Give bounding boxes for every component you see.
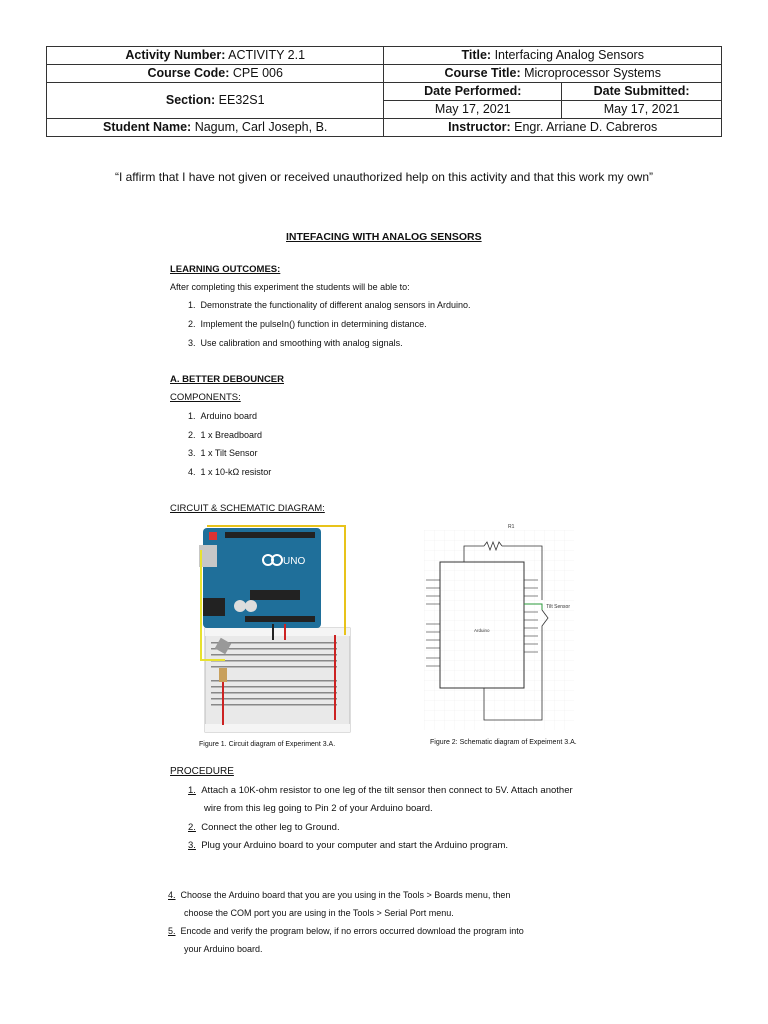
learning-intro: After completing this experiment the students will be able to:	[170, 282, 410, 292]
date-submitted-cell	[562, 83, 722, 101]
component-text: 1 x 10-kΩ resistor	[200, 467, 272, 477]
section-value: EE32S1	[218, 93, 265, 107]
course-title-cell	[384, 65, 722, 83]
step-number: 1.	[188, 785, 196, 796]
title-label: Title:	[461, 48, 492, 62]
step-text: choose the COM port you are using in the Tools > Serial Port menu.	[184, 908, 454, 918]
component-item: 1. Arduino board	[188, 411, 258, 421]
procedure-step	[188, 819, 340, 837]
step-number: 4.	[168, 890, 176, 900]
activity-label: Activity Number:	[125, 48, 226, 62]
procedure-step	[168, 886, 510, 922]
learning-item: 1. Demonstrate the functionality of different analog sensors in Arduino.	[188, 300, 471, 310]
course-code-value: CPE 006	[232, 66, 283, 80]
section-a-heading: A. BETTER DEBOUNCER	[170, 374, 285, 385]
step-text: Attach a 10K-ohm resistor to one leg of the tilt sensor then connect to 5V. Attach another	[201, 785, 573, 796]
component-text: 1 x Breadboard	[200, 430, 263, 440]
instructor-cell	[384, 119, 722, 137]
student-label: Student Name:	[103, 120, 192, 134]
diagram-heading: CIRCUIT & SCHEMATIC DIAGRAM:	[170, 503, 325, 514]
header-table	[46, 46, 722, 137]
document-title: INTEFACING WITH ANALOG SENSORS	[286, 231, 482, 243]
date-submitted-value: May 17, 2021	[562, 101, 722, 119]
course-title-value: Microprocessor Systems	[524, 66, 661, 80]
svg-text:Arduino: Arduino	[474, 628, 490, 633]
step-number: 3.	[188, 840, 196, 851]
student-cell	[47, 119, 384, 137]
step-text: Connect the other leg to Ground.	[201, 822, 340, 833]
step-number: 2.	[188, 822, 196, 833]
component-item: 4. 1 x 10-kΩ resistor	[188, 467, 272, 477]
step-text: wire from this leg going to Pin 2 of your Arduino board.	[204, 803, 433, 814]
step-text: Choose the Arduino board that you are you using in the Tools > Boards menu, then	[180, 890, 511, 900]
section-label: Section:	[165, 93, 216, 107]
learning-item-text: Demonstrate the functionality of different analog sensors in Arduino.	[200, 300, 471, 310]
learning-item: 3. Use calibration and smoothing with analog signals.	[188, 338, 403, 348]
tilt-sensor-label: Tilt Sensor	[546, 604, 570, 610]
procedure-step	[188, 837, 508, 855]
activity-cell	[47, 47, 384, 65]
board-label: UNO	[283, 556, 306, 567]
date-performed-label: Date Performed:	[424, 84, 522, 98]
learning-item-text: Use calibration and smoothing with analog signals.	[200, 338, 403, 348]
activity-value: ACTIVITY 2.1	[228, 48, 306, 62]
schematic-diagram-figure	[424, 520, 574, 730]
date-submitted-label: Date Submitted:	[593, 84, 690, 98]
step-text: Plug your Arduino board to your computer and start the Arduino program.	[201, 840, 509, 851]
components-heading: COMPONENTS:	[170, 392, 241, 403]
component-text: 1 x Tilt Sensor	[200, 448, 258, 458]
student-value: Nagum, Carl Joseph, B.	[194, 120, 328, 134]
circuit-diagram-figure	[195, 520, 355, 735]
date-performed-cell	[384, 83, 562, 101]
figure-1-caption: Figure 1. Circuit diagram of Experiment 3.A.	[199, 741, 336, 748]
step-text: Encode and verify the program below, if no errors occurred download the program into	[180, 926, 524, 936]
instructor-label: Instructor:	[448, 120, 511, 134]
component-item: 3. 1 x Tilt Sensor	[188, 448, 258, 458]
course-code-label: Course Code:	[147, 66, 230, 80]
title-cell	[384, 47, 722, 65]
learning-item-text: Implement the pulseIn() function in determining distance.	[200, 319, 427, 329]
course-title-label: Course Title:	[444, 66, 521, 80]
learning-outcomes-heading: LEARNING OUTCOMES:	[170, 264, 281, 275]
section-cell	[47, 83, 384, 119]
component-text: Arduino board	[200, 411, 258, 421]
learning-item: 2. Implement the pulseIn() function in determining distance.	[188, 319, 427, 329]
title-value: Interfacing Analog Sensors	[494, 48, 644, 62]
instructor-value: Engr. Arriane D. Cabreros	[514, 120, 658, 134]
step-number: 5.	[168, 926, 176, 936]
date-performed-value: May 17, 2021	[384, 101, 562, 119]
affirmation-statement: “I affirm that I have not given or received unauthorized help on this activity and that this work my own”	[114, 170, 654, 184]
procedure-heading: PROCEDURE	[170, 766, 234, 777]
procedure-step	[168, 922, 524, 958]
step-text: your Arduino board.	[184, 944, 263, 954]
course-code-cell	[47, 65, 384, 83]
procedure-step	[188, 782, 573, 818]
resistor-label: R1	[508, 524, 515, 530]
figure-2-caption: Figure 2: Schematic diagram of Expeiment 3.A.	[430, 739, 577, 746]
component-item: 2. 1 x Breadboard	[188, 430, 263, 440]
